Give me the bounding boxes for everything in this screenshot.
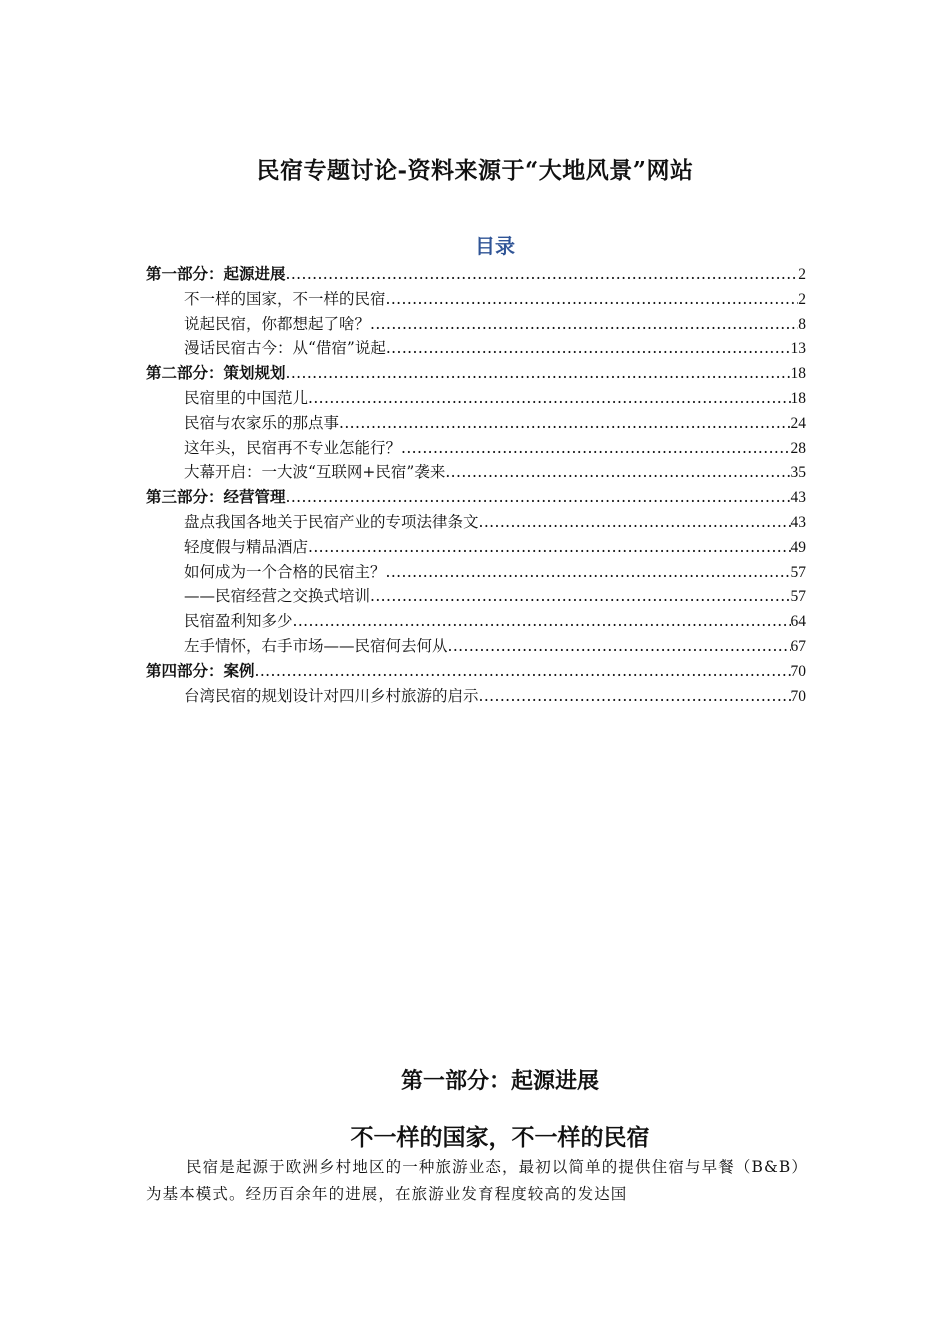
toc-entry-page-number: 24 [790, 414, 806, 432]
toc-entry-label: ——民宿经营之交换式培训 [184, 587, 371, 606]
section-title: 不一样的国家，不一样的民宿 [350, 1124, 650, 1151]
toc-entry-page-number: 18 [790, 365, 806, 383]
toc-entry-page-number: 43 [790, 489, 806, 507]
toc-leader-dots [339, 414, 790, 432]
toc-entry-page-number: 13 [790, 340, 806, 358]
toc-entry[interactable] [146, 386, 806, 411]
toc-entry-label: 说起民宿，你都想起了啥？ [184, 314, 371, 333]
toc-heading: 目录 [475, 234, 515, 258]
toc-entry-page-number: 70 [790, 662, 806, 680]
toc-entry-page-number: 57 [790, 563, 806, 581]
toc-entry[interactable] [146, 312, 806, 337]
toc-entry-label: 民宿里的中国范儿 [184, 388, 309, 407]
toc-entry-label: 轻度假与精品酒店 [184, 537, 309, 556]
toc-entry-label: 大幕开启：一大波“互联网+民宿”袭来 [184, 463, 446, 482]
toc-entry-label: 如何成为一个合格的民宿主？ [184, 562, 386, 581]
toc-entry-label: 台湾民宿的规划设计对四川乡村旅游的启示 [184, 686, 479, 705]
toc-entry[interactable] [146, 684, 806, 709]
toc-entry-label: 漫话民宿古今：从“借宿”说起 [184, 339, 386, 358]
toc-leader-dots [370, 587, 790, 605]
toc-entry-label: 第三部分：经营管理 [146, 487, 286, 507]
toc-leader-dots [445, 463, 790, 481]
toc-entry-label: 不一样的国家，不一样的民宿 [184, 289, 386, 308]
table-of-contents [146, 262, 806, 708]
toc-entry[interactable] [146, 634, 806, 659]
toc-entry[interactable] [146, 584, 806, 609]
document-title: 民宿专题讨论-资料来源于“大地风景”网站 [256, 157, 694, 184]
toc-entry-part[interactable] [146, 485, 806, 510]
toc-leader-dots [386, 339, 791, 357]
toc-entry-page-number: 57 [790, 588, 806, 606]
toc-entry[interactable] [146, 436, 806, 461]
toc-entry-page-number: 49 [790, 538, 806, 556]
toc-entry-part[interactable] [146, 361, 806, 386]
toc-entry-label: 盘点我国各地关于民宿产业的专项法律条文 [184, 512, 479, 531]
toc-leader-dots [286, 265, 799, 283]
toc-entry-part[interactable] [146, 659, 806, 684]
toc-leader-dots [286, 364, 791, 382]
toc-leader-dots [386, 290, 799, 308]
toc-entry[interactable] [146, 609, 806, 634]
toc-entry-label: 第一部分：起源进展 [146, 264, 286, 283]
toc-leader-dots [286, 488, 791, 506]
toc-entry[interactable] [146, 411, 806, 436]
toc-entry-label: 左手情怀，右手市场——民宿何去何从 [184, 636, 448, 655]
toc-entry-page-number: 67 [790, 637, 806, 655]
toc-leader-dots [308, 389, 790, 407]
toc-leader-dots [401, 439, 790, 457]
toc-leader-dots [386, 563, 791, 581]
toc-entry-page-number: 2 [798, 290, 806, 308]
toc-entry-page-number: 18 [790, 389, 806, 407]
body-paragraph: 民宿是起源于欧洲乡村地区的一种旅游业态，最初以简单的提供住宿与早餐（B&B）为基本模式。经历百余年的进展，在旅游业发育程度较高的发达国 [146, 1158, 808, 1203]
toc-entry-label: 民宿与农家乐的那点事 [184, 413, 340, 432]
toc-entry-label: 民宿盈利知多少 [184, 612, 293, 631]
toc-entry-label: 这年头，民宿再不专业怎能行？ [184, 438, 402, 457]
toc-leader-dots [293, 612, 791, 630]
toc-entry-page-number: 70 [790, 687, 806, 705]
toc-entry-page-number: 43 [790, 513, 806, 531]
toc-entry-page-number: 2 [798, 266, 806, 283]
toc-entry[interactable] [146, 460, 806, 485]
toc-leader-dots [479, 687, 791, 705]
toc-entry-label: 第二部分：策划规划 [146, 363, 286, 383]
toc-entry-page-number: 28 [790, 439, 806, 457]
toc-entry-page-number: 64 [790, 613, 806, 631]
toc-entry[interactable] [146, 336, 806, 361]
toc-entry[interactable] [146, 287, 806, 312]
toc-entry-part[interactable] [146, 262, 806, 287]
toc-entry[interactable] [146, 535, 806, 560]
toc-leader-dots [448, 637, 791, 655]
toc-entry[interactable] [146, 510, 806, 535]
part-title: 第一部分：起源进展 [400, 1068, 599, 1094]
toc-entry-label: 第四部分：案例 [146, 660, 255, 680]
toc-entry[interactable] [146, 560, 806, 585]
toc-leader-dots [308, 538, 790, 556]
toc-leader-dots [370, 315, 798, 333]
toc-entry-page-number: 35 [790, 464, 806, 482]
toc-leader-dots [255, 662, 791, 680]
toc-leader-dots [479, 513, 791, 531]
toc-entry-page-number: 8 [798, 315, 806, 333]
